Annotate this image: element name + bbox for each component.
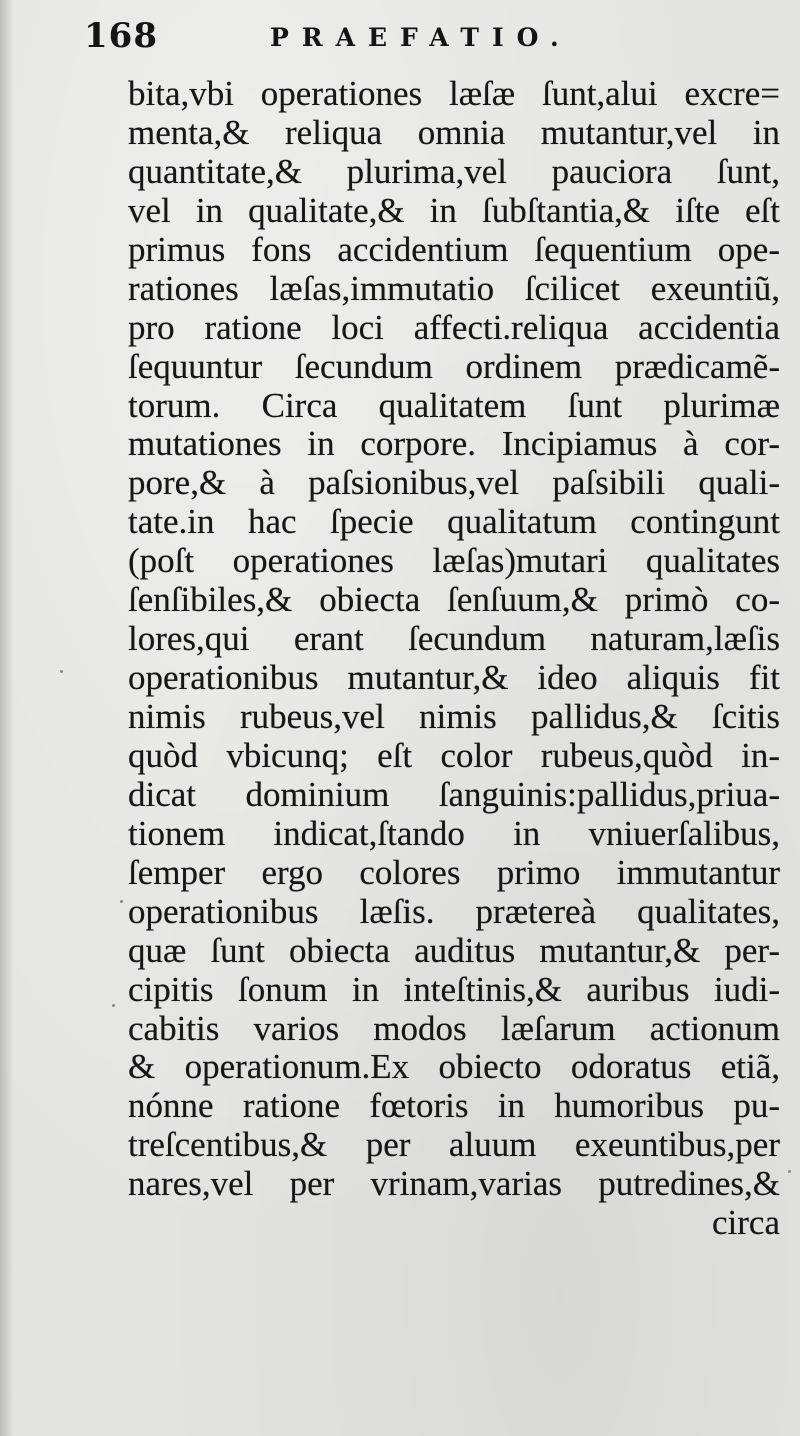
text-line: cabitis varios modos læſarum actionum	[128, 1008, 780, 1048]
paper-speck	[120, 900, 123, 903]
text-line: dicat dominium ſanguinis:pallidus,priua-	[128, 774, 780, 814]
catchword: circa	[712, 1203, 780, 1243]
text-line: nónne ratione fœtoris in humoribus pu-	[128, 1086, 780, 1126]
running-head	[84, 14, 704, 58]
text-line: bita,vbi operationes læſæ ſunt,alui excre=	[128, 74, 780, 113]
text-line: operationibus læſis. prætereà qualitates,	[128, 891, 780, 931]
text-line: mutationes in corpore. Incipiamus à cor-	[128, 424, 780, 464]
text-line: lores,qui erant ſecundum naturam,læſis	[128, 619, 780, 659]
text-line: ſenſibiles,& obiecta ſenſuum,& primò co-	[128, 580, 780, 620]
page-binding-shadow	[0, 0, 14, 1436]
text-line: treſcentibus,& per aluum exeuntibus,per	[128, 1125, 780, 1165]
text-line: & operationum.Ex obiecto odoratus etiã,	[128, 1047, 780, 1087]
text-line: cipitis ſonum in inteſtinis,& auribus iudi-	[128, 969, 780, 1009]
text-line: primus fons accidentium ſequentium ope-	[128, 229, 780, 269]
text-line: ſemper ergo colores primo immutantur	[128, 852, 780, 892]
text-line: rationes læſas,immutatio ſcilicet exeuntiũ,	[128, 268, 780, 308]
text-line: operationibus mutantur,& ideo aliquis fit	[128, 658, 780, 698]
text-line: pore,& à paſsionibus,vel paſsibili quali-	[128, 463, 780, 503]
text-line: (poſt operationes læſas)mutari qualitates	[128, 541, 780, 581]
page-number: 168	[84, 16, 158, 56]
text-line: vel in qualitate,& in ſubſtantia,& iſte eſt	[128, 190, 780, 230]
paper-speck	[60, 670, 63, 673]
text-line: torum. Circa qualitatem ſunt plurimæ	[128, 385, 780, 425]
text-line: tionem indicat,ſtando in vniuerſalibus,	[128, 813, 780, 853]
body-text	[128, 75, 780, 1243]
text-line: pro ratione loci affecti.reliqua accidentia	[128, 307, 780, 347]
text-line: quantitate,& plurima,vel pauciora ſunt,	[128, 151, 780, 191]
text-line: menta,& reliqua omnia mutantur,vel in	[128, 112, 780, 152]
text-line: ſequuntur ſecundum ordinem prædicamẽ-	[128, 346, 780, 386]
text-line: quòd vbicunq; eſt color rubeus,quòd in-	[128, 735, 780, 775]
paper-speck	[112, 1004, 115, 1007]
paper-speck	[788, 1170, 791, 1173]
text-line: tate.in hac ſpecie qualitatum contingunt	[128, 502, 780, 542]
text-line: quæ ſunt obiecta auditus mutantur,& per-	[128, 930, 780, 970]
running-title: PRAEFATIO.	[270, 23, 572, 52]
text-line: nimis rubeus,vel nimis pallidus,& ſcitis	[128, 697, 780, 736]
text-line: nares,vel per vrinam,varias putredines,&	[128, 1164, 780, 1204]
